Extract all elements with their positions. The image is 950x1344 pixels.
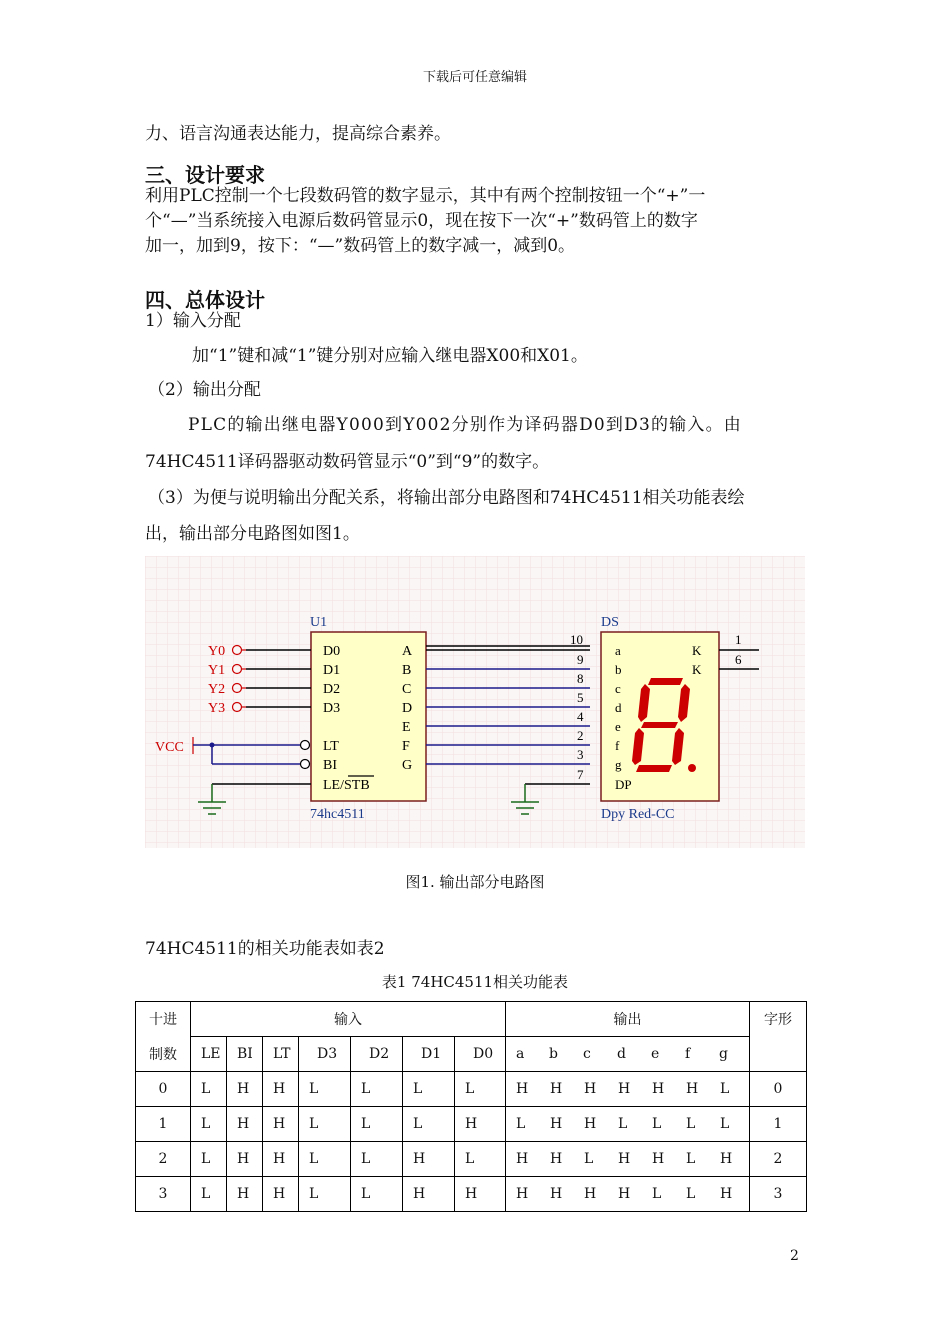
ds-pin-d: d [615,700,622,715]
table-cell: 0 [750,1072,807,1107]
ds-label: DS [601,615,619,630]
k-pin-num-6: 6 [735,652,742,667]
u1-pin-f: F [402,739,410,754]
ds-pin-c: c [615,681,621,696]
output-value: H [550,1186,563,1202]
table-cell: L [191,1072,227,1107]
output-value: L [652,1116,662,1132]
u1-pin-d: D [402,701,413,716]
u1-pin-d0: D0 [323,644,341,659]
table-row [136,1177,807,1212]
output-value: H [550,1151,563,1167]
function-table [135,1001,807,1212]
table-cell: L [351,1142,403,1177]
table-cell: L [299,1177,351,1212]
ds-pin-e: e [615,719,621,734]
section-3-line-2: 个“—”当系统接入电源后数码管显示0，现在按下一次“+”数码管上的数字 [145,211,698,231]
output-value: H [618,1186,631,1202]
table-cell: L [299,1142,351,1177]
table-cell: L [455,1142,506,1177]
note-line-2: 出，输出部分电路图如图1。 [145,524,360,544]
output-col-headers [506,1037,750,1072]
pin-num-d: 5 [577,690,584,705]
output-value: H [584,1186,597,1202]
table-cell: H [263,1142,299,1177]
output-value: H [550,1116,563,1132]
table-cell: 1 [136,1107,191,1142]
output-heading: （2）输出分配 [148,380,261,400]
table-cell: 2 [136,1142,191,1177]
output-cells [506,1177,750,1212]
table-cell: H [455,1107,506,1142]
table-cell: L [191,1177,227,1212]
output-value: L [686,1151,696,1167]
table-cell: L [191,1107,227,1142]
u1-pin-d3: D3 [323,701,341,716]
table-cell: H [227,1142,263,1177]
pin-num-g: 3 [577,747,584,762]
output-value: L [686,1186,696,1202]
table-cell: H [227,1107,263,1142]
table-caption: 表1 74HC4511相关功能表 [381,973,569,991]
output-value: H [652,1151,665,1167]
table-cell: L [299,1072,351,1107]
ds-pin-k1: K [692,643,702,658]
table-cell: 2 [750,1142,807,1177]
k-pin-num-1: 1 [735,632,742,647]
input-text: 加“1”键和减“1”键分别对应输入继电器X00和X01。 [192,346,588,366]
ds-part: Dpy Red-CC [601,807,675,822]
output-value: H [686,1081,699,1097]
output-value: L [686,1116,696,1132]
u1-pin-e: E [402,720,411,735]
pin-num-f: 2 [577,728,584,743]
header-decimal-1: 十进 [136,1002,191,1037]
table-cell: H [263,1072,299,1107]
table-cell: L [351,1072,403,1107]
output-col-header: d [617,1046,626,1062]
pin-num-dp: 7 [577,767,584,782]
table-cell: 3 [750,1177,807,1212]
u1-pin-a: A [402,644,413,659]
output-cells [506,1072,750,1107]
u1-pin-b: B [402,663,412,678]
output-value: L [618,1116,628,1132]
page-number: 2 [790,1248,799,1264]
input-col-header: LE [191,1037,227,1072]
u1-pin-g: G [402,758,413,773]
table-cell: H [263,1177,299,1212]
pin-num-e: 4 [577,709,584,724]
output-text-1: PLC的输出继电器Y000到Y002分别作为译码器D0到D3的输入。由 [188,415,742,435]
input-heading: 1）输入分配 [145,311,241,331]
output-value: H [618,1081,631,1097]
u1-pin-c: C [402,682,412,697]
output-col-header: e [651,1046,660,1062]
table-row [136,1107,807,1142]
output-value: H [720,1186,733,1202]
input-y1: Y1 [208,663,226,678]
table-cell: 3 [136,1177,191,1212]
output-value: H [720,1151,733,1167]
table-cell: H [403,1177,455,1212]
input-col-header: D2 [351,1037,403,1072]
output-value: H [516,1081,529,1097]
output-value: L [584,1151,594,1167]
u1-pin-d2: D2 [323,682,341,697]
u1-pin-bi: BI [323,758,337,773]
table-cell: L [455,1072,506,1107]
table-cell: L [351,1177,403,1212]
u1-pin-lestb: LE/STB [323,778,370,793]
u1-part: 74hc4511 [310,807,365,822]
output-col-header: g [719,1046,728,1062]
input-col-header: D1 [403,1037,455,1072]
circuit-diagram [145,556,805,848]
table-cell: H [227,1177,263,1212]
input-col-header: LT [263,1037,299,1072]
section-4-title: 四、总体设计 [145,288,265,312]
output-col-header: f [685,1046,691,1062]
u1-pin-d1: D1 [323,663,341,678]
output-cells [506,1142,750,1177]
table-row [136,1072,807,1107]
ds-pin-k2: K [692,662,702,677]
pin-num-c: 8 [577,671,584,686]
output-text-2: 74HC4511译码器驱动数码管显示“0”到“9”的数字。 [145,452,550,472]
output-col-header: c [583,1046,591,1062]
ds-pin-a: a [615,643,621,658]
output-value: L [516,1116,526,1132]
table-cell: L [191,1142,227,1177]
output-col-header: b [549,1046,558,1062]
section-3-line-1: 利用PLC控制一个七段数码管的数字显示，其中有两个控制按钮一个“+”一 [145,186,706,206]
header-input: 输入 [191,1002,506,1037]
header-output: 输出 [506,1002,750,1037]
output-value: H [516,1186,529,1202]
output-value: H [584,1081,597,1097]
table-cell: H [227,1072,263,1107]
table-row [136,1142,807,1177]
table-intro: 74HC4511的相关功能表如表2 [145,939,385,959]
ds-pin-b: b [615,662,622,677]
pin-num-b: 9 [577,652,584,667]
pin-num-a: 10 [570,632,583,647]
output-value: L [720,1081,730,1097]
ds-pin-dp: DP [615,777,632,792]
table-cell: H [403,1142,455,1177]
output-value: H [652,1081,665,1097]
input-y0: Y0 [208,644,226,659]
output-col-header: a [516,1046,525,1062]
table-cell: 0 [136,1072,191,1107]
table-cell: L [403,1107,455,1142]
table-cell: H [263,1107,299,1142]
page-header: 下载后可任意编辑 [422,70,527,85]
input-col-header: BI [227,1037,263,1072]
section-3-title: 三、设计要求 [145,163,265,187]
output-value: L [720,1116,730,1132]
table-cell: L [403,1072,455,1107]
input-y3: Y3 [208,701,226,716]
input-y2: Y2 [208,682,226,697]
figure-caption: 图1. 输出部分电路图 [405,873,545,891]
table-cell: L [351,1107,403,1142]
table-cell: H [455,1177,506,1212]
ds-pin-g: g [615,757,622,772]
vcc-label: VCC [155,740,184,755]
u1-pin-lt: LT [323,739,339,754]
output-value: H [516,1151,529,1167]
note-line-1: （3）为便与说明输出分配关系，将输出部分电路图和74HC4511相关功能表绘 [148,488,745,508]
u1-label: U1 [310,615,328,630]
header-glyph: 字形 [750,1002,807,1037]
header-decimal-2: 制数 [136,1037,191,1072]
input-col-header: D3 [299,1037,351,1072]
output-cells [506,1107,750,1142]
section-3-line-3: 加一，加到9，按下：“—”数码管上的数字减一，减到0。 [145,236,576,256]
output-value: H [550,1081,563,1097]
output-value: L [652,1186,662,1202]
ds-pin-f: f [615,738,620,753]
output-value: H [584,1116,597,1132]
output-value: H [618,1151,631,1167]
table-cell: 1 [750,1107,807,1142]
paragraph-top: 力、语言沟通表达能力，提高综合素养。 [145,124,451,144]
table-cell: L [299,1107,351,1142]
input-col-header: D0 [455,1037,506,1072]
